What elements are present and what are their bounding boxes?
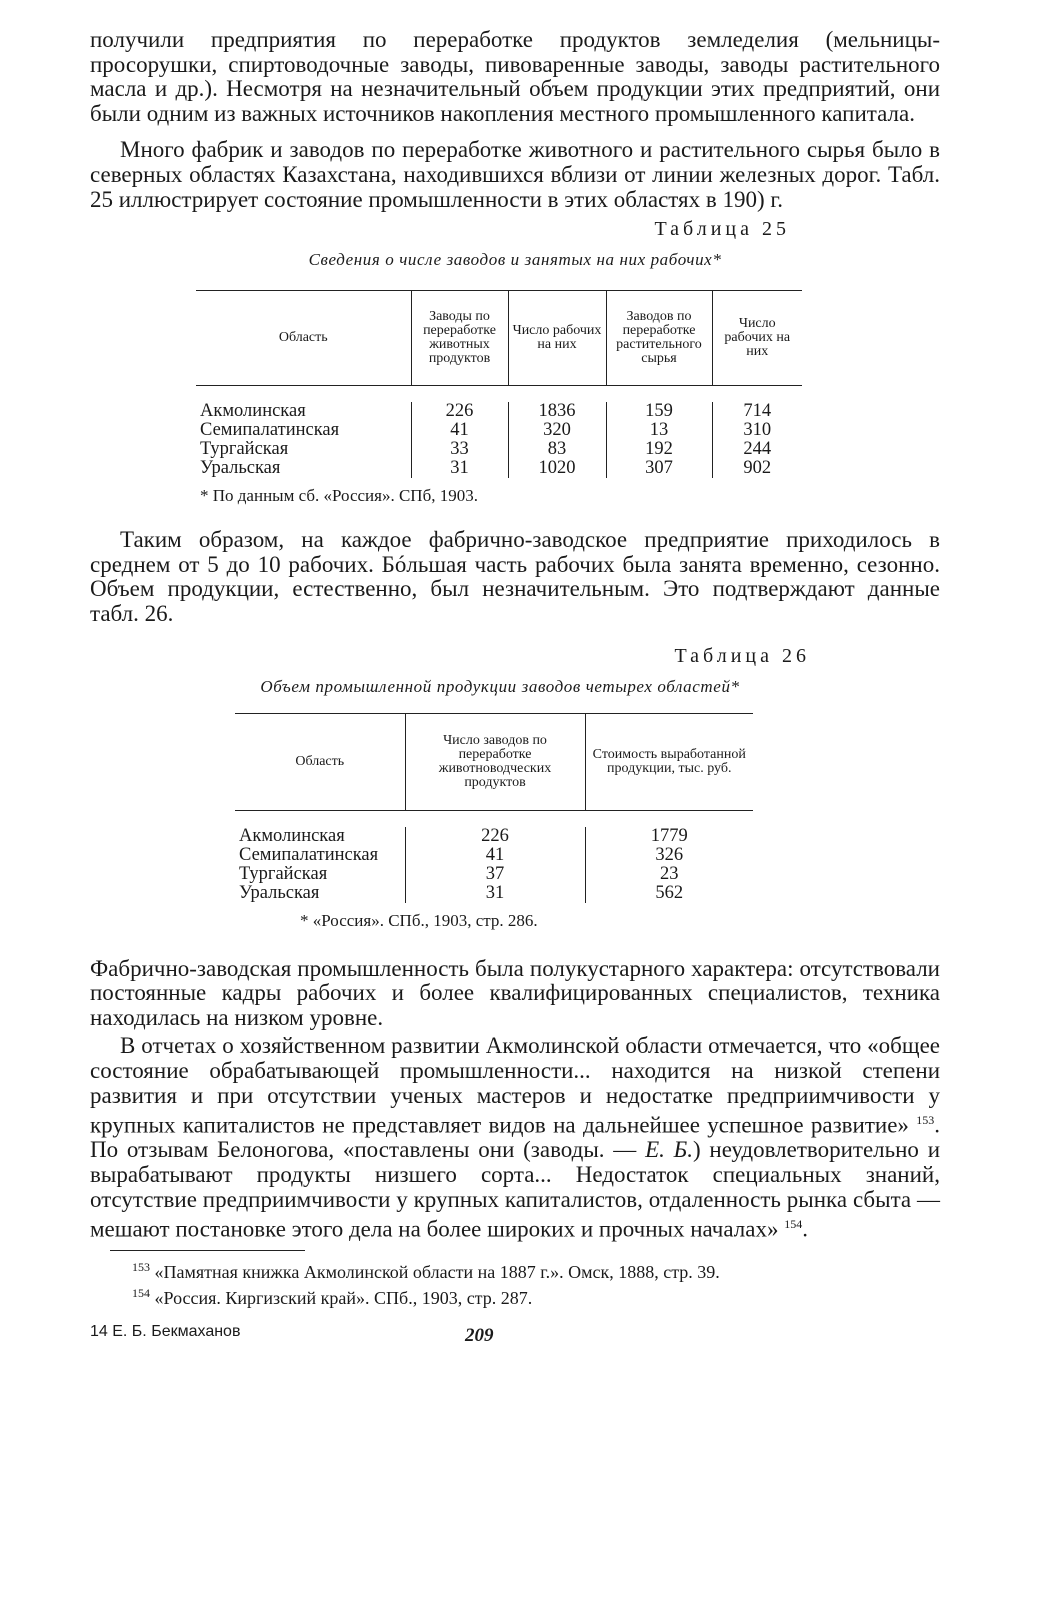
table-row: Уральская 31 562 [235, 884, 753, 903]
paragraph-2: Много фабрик и заводов по переработке животного и растительного сырья было в северных областях Казахстана, находившихся вблизи от линии железных дорог. Табл. 25 иллюстрирует состояние промышленности в этих областях в 190) г. [90, 137, 940, 212]
t26-header-region: Область [295, 753, 345, 769]
paragraph-3: Таким образом, на каждое фабрично-заводское предприятие приходилось в среднем от 5 до 10 рабочих. Бóльшая часть рабочих была занята временно, сезонно. Объем продукции, естественно, был незначительным. Это подтверждают данные табл. 26. [90, 527, 940, 626]
table-row: Тургайская 33 83 192 244 [196, 440, 802, 459]
footnote-153: $^{153}$ «Памятная книжка Акмолинской области на 1887 г.». Омск, 1888, стр. 39. [132, 1260, 720, 1283]
footnote-ref-153: 153 [916, 1113, 935, 1128]
table-row: Акмолинская 226 1779 [235, 827, 753, 846]
footnote-ref-154: 154 [784, 1217, 803, 1232]
table-row: Тургайская 37 23 [235, 865, 753, 884]
t25-header-workers-2: Число рабочих на них [712, 291, 802, 386]
table-25 [196, 290, 802, 478]
t25-header-plant-raw: Заводов по переработке растительного сырья [606, 291, 712, 386]
table-26-label: Таблица 26 [674, 644, 810, 667]
table-26-caption: Объем промышленной продукции заводов четырех областей* [260, 676, 740, 696]
t25-header-workers-1: Число рабочих на них [508, 291, 606, 386]
t25-header-animal-plants: Заводы по переработке животных продуктов [411, 291, 508, 386]
table-25-caption: Сведения о числе заводов и занятых на них рабочих* [308, 250, 722, 270]
t26-header-plants: Число заводов по переработке животноводческих продуктов [405, 713, 585, 810]
table-row: Семипалатинская 41 326 [235, 846, 753, 865]
table-26-note: * «Россия». СПб., 1903, стр. 286. [300, 910, 538, 930]
page-number: 209 [465, 1325, 494, 1347]
paragraph-1: получили предприятия по переработке продуктов земледелия (мельницы-просорушки, спиртоводочные заводы, пивоваренные заводы, заводы растительного масла и др.). Несмотря на незначительный объем продукции этих предприятий, они были одним из важных источников накопления местного промышленного капитала. [90, 27, 940, 126]
footnote-154: $^{154}$ «Россия. Киргизский край». СПб., 1903, стр. 287. [132, 1286, 533, 1309]
table-row: Уральская 31 1020 307 902 [196, 459, 802, 478]
author-initials: Е. Б. [645, 1137, 693, 1163]
t26-header-value: Стоимость выработанной продукции, тыс. руб. [585, 713, 753, 810]
table-25-label: Таблица 25 [654, 218, 790, 241]
page-footer [90, 1323, 940, 1353]
t25-header-region: Область [278, 330, 328, 346]
footnote-divider [110, 1250, 305, 1251]
page [90, 28, 940, 1353]
table-row: Семипалатинская 41 320 13 310 [196, 421, 802, 440]
table-25-note: * По данным сб. «Россия». СПб, 1903. [200, 486, 478, 506]
paragraph-4: Фабрично-заводская промышленность была полукустарного характера: отсутствовали постоянные кадры рабочих и более квалифицированных специалистов, техника находилась на низком уровне. [90, 955, 940, 1030]
signature-mark: 14 Е. Б. Бекмаханов [90, 1323, 241, 1341]
paragraph-5: В отчетах о хозяйственном развитии Акмолинской области отмечается, что «общее состояние обрабатывающей промышленности... находится на низкой степени развития и при отсутствии ученых мастеров и недостатке предприимчивости у крупных капиталистов не представляет видов на дальнейшее успешное развитие» $^{153}$. По отзывам Белоногова, «поставлены они (заводы. — Е. Б.) неудовлетворительно и вырабатывают продукты низшего сорта... Недостаток специальных знаний, отсутствие предприимчивости у крупных капиталистов, отдаленность рынка сбыта — мешают постановке этого дела на более широких и прочных началах» $^{154}$. [90, 1033, 940, 1242]
table-26 [235, 713, 753, 903]
footnotes [90, 1250, 940, 1309]
table-row: Акмолинская 226 1836 159 714 [196, 402, 802, 421]
